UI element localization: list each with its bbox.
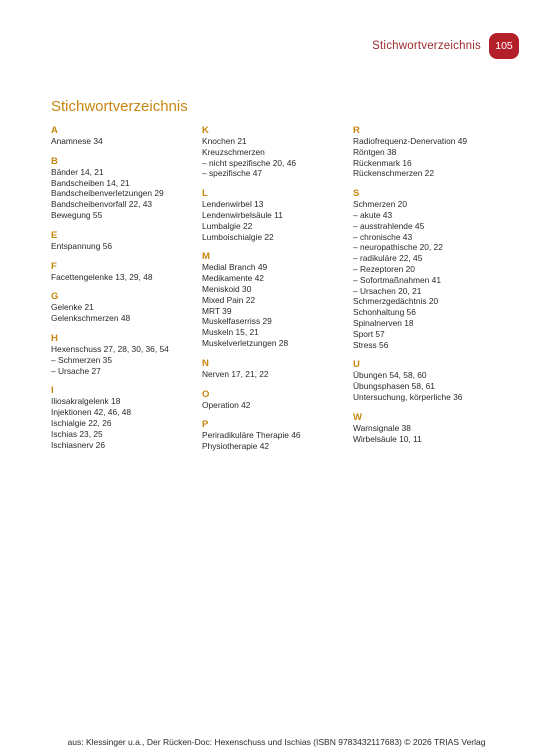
index-entry: Rückenmark 16 (353, 157, 412, 168)
index-column-2 (202, 125, 352, 461)
index-section (51, 261, 201, 283)
index-entry: Sport 57 (353, 328, 385, 339)
index-entry: Gelenkschmerzen 48 (51, 313, 131, 324)
index-entry: Mixed Pain 22 (202, 294, 256, 305)
index-entry: Bänder 14, 21 (51, 166, 104, 177)
index-entry: Übungen 54, 58, 60 (353, 370, 427, 381)
section-letter: L (202, 188, 208, 200)
index-entry: Muskelverletzungen 28 (202, 337, 289, 348)
index-entry: Muskelfaserriss 29 (202, 316, 272, 327)
index-entry: Schmerzgedächtnis 20 (353, 296, 439, 307)
index-section (51, 230, 201, 252)
index-section (51, 125, 201, 147)
index-column-3 (353, 125, 513, 453)
index-entry: Untersuchung, körperliche 36 (353, 391, 463, 402)
index-section (51, 156, 201, 221)
index-entry: Kreuzschmerzen (202, 146, 265, 157)
section-letter: N (202, 357, 209, 369)
index-entry: Gelenke 21 (51, 302, 94, 313)
index-entry: Ischiasnerv 26 (51, 439, 105, 450)
index-entry: Iliosakralgelenk 18 (51, 396, 121, 407)
index-section (202, 358, 352, 380)
index-entry: Bandscheibenverletzungen 29 (51, 188, 164, 199)
running-header-title: Stichwortverzeichnis (372, 40, 481, 52)
index-section (51, 291, 201, 324)
index-entry: Stress 56 (353, 339, 389, 350)
section-letter: R (353, 125, 360, 136)
section-letter: S (353, 188, 360, 200)
page-number-badge: 105 (489, 33, 519, 59)
index-entry: Injektionen 42, 46, 48 (51, 407, 132, 418)
section-letter: F (51, 260, 57, 272)
index-entry: – Rezeptoren 20 (353, 263, 415, 274)
index-entry: – Schmerzen 35 (51, 354, 112, 365)
section-letter: G (51, 291, 59, 303)
index-entry: Bandscheibenvorfall 22, 43 (51, 199, 153, 210)
index-entry: Schonhaltung 56 (353, 307, 416, 318)
index-entry: Entspannung 56 (51, 240, 113, 251)
index-entry: Medikamente 42 (202, 273, 264, 284)
index-entry: Lendenwirbel 13 (202, 199, 264, 210)
index-column-1 (51, 125, 201, 459)
index-section (202, 389, 352, 411)
index-entry: Übungsphasen 58, 61 (353, 381, 435, 392)
source-footer: aus: Klessinger u.a., Der Rücken-Doc: Hexenschuss und Ischias (ISBN 9783432117683) © 2026 TRIAS Verlag (67, 737, 486, 747)
index-section (202, 125, 352, 179)
index-entry: Schmerzen 20 (353, 199, 407, 210)
index-entry: Bandscheiben 14, 21 (51, 177, 130, 188)
index-section (51, 333, 201, 376)
index-entry: Nerven 17, 21, 22 (202, 368, 269, 379)
index-entry: Röntgen 38 (353, 146, 397, 157)
index-section (51, 385, 201, 450)
index-entry: – ausstrahlende 45 (353, 220, 425, 231)
section-letter: B (51, 155, 58, 167)
index-entry: Hexenschuss 27, 28, 30, 36, 54 (51, 343, 169, 354)
index-section (202, 419, 352, 452)
index-entry: – akute 43 (353, 209, 393, 220)
index-entry: – Sofortmaßnahmen 41 (353, 274, 441, 285)
index-entry: Periradikuläre Therapie 46 (202, 430, 301, 441)
index-entry: – neuropathische 20, 22 (353, 242, 443, 253)
section-letter: U (353, 359, 360, 371)
index-entry: Ischias 23, 25 (51, 428, 103, 439)
index-entry: Warnsignale 38 (353, 422, 411, 433)
section-letter: P (202, 419, 209, 431)
index-entry: – spezifische 47 (202, 168, 263, 179)
index-entry: – chronische 43 (353, 231, 413, 242)
index-entry: Ischialgie 22, 26 (51, 417, 112, 428)
section-letter: K (202, 125, 209, 136)
index-entry: Knochen 21 (202, 136, 247, 146)
index-section (353, 359, 513, 402)
index-entry: Facettengelenke 13, 29, 48 (51, 271, 153, 282)
index-entry: Medial Branch 49 (202, 262, 268, 273)
index-entry: Operation 42 (202, 399, 251, 410)
index-section (202, 251, 352, 348)
index-entry: Rückenschmerzen 22 (353, 168, 434, 179)
index-section (353, 125, 513, 179)
index-entry: – Ursachen 20, 21 (353, 285, 422, 296)
index-entry: Lumboischialgie 22 (202, 231, 274, 242)
index-entry: – nicht spezifische 20, 46 (202, 157, 297, 168)
section-letter: I (51, 385, 54, 397)
index-entry: Physiotherapie 42 (202, 441, 270, 452)
index-title: Stichwortverzeichnis (51, 98, 188, 115)
index-section (353, 188, 513, 350)
section-letter: A (51, 125, 58, 136)
index-entry: Muskeln 15, 21 (202, 327, 259, 338)
section-letter: M (202, 251, 210, 263)
section-letter: O (202, 388, 210, 400)
index-section (202, 188, 352, 242)
index-entry: Spinalnerven 18 (353, 317, 414, 328)
index-entry: Lumbalgie 22 (202, 220, 253, 231)
index-entry: Radiofrequenz-Denervation 49 (353, 136, 468, 146)
index-entry: Bewegung 55 (51, 209, 103, 220)
index-entry: Lendenwirbelsäule 11 (202, 209, 283, 220)
index-section (353, 412, 513, 445)
index-entry: Wirbelsäule 10, 11 (353, 433, 422, 444)
index-entry: MRT 39 (202, 305, 232, 316)
index-entry: – radikuläre 22, 45 (353, 253, 423, 264)
section-letter: W (353, 411, 362, 423)
section-letter: E (51, 229, 58, 241)
index-entry: Meniskoid 30 (202, 283, 252, 294)
index-entry: Anamnese 34 (51, 136, 103, 146)
section-letter: H (51, 332, 58, 344)
index-entry: – Ursache 27 (51, 365, 101, 376)
